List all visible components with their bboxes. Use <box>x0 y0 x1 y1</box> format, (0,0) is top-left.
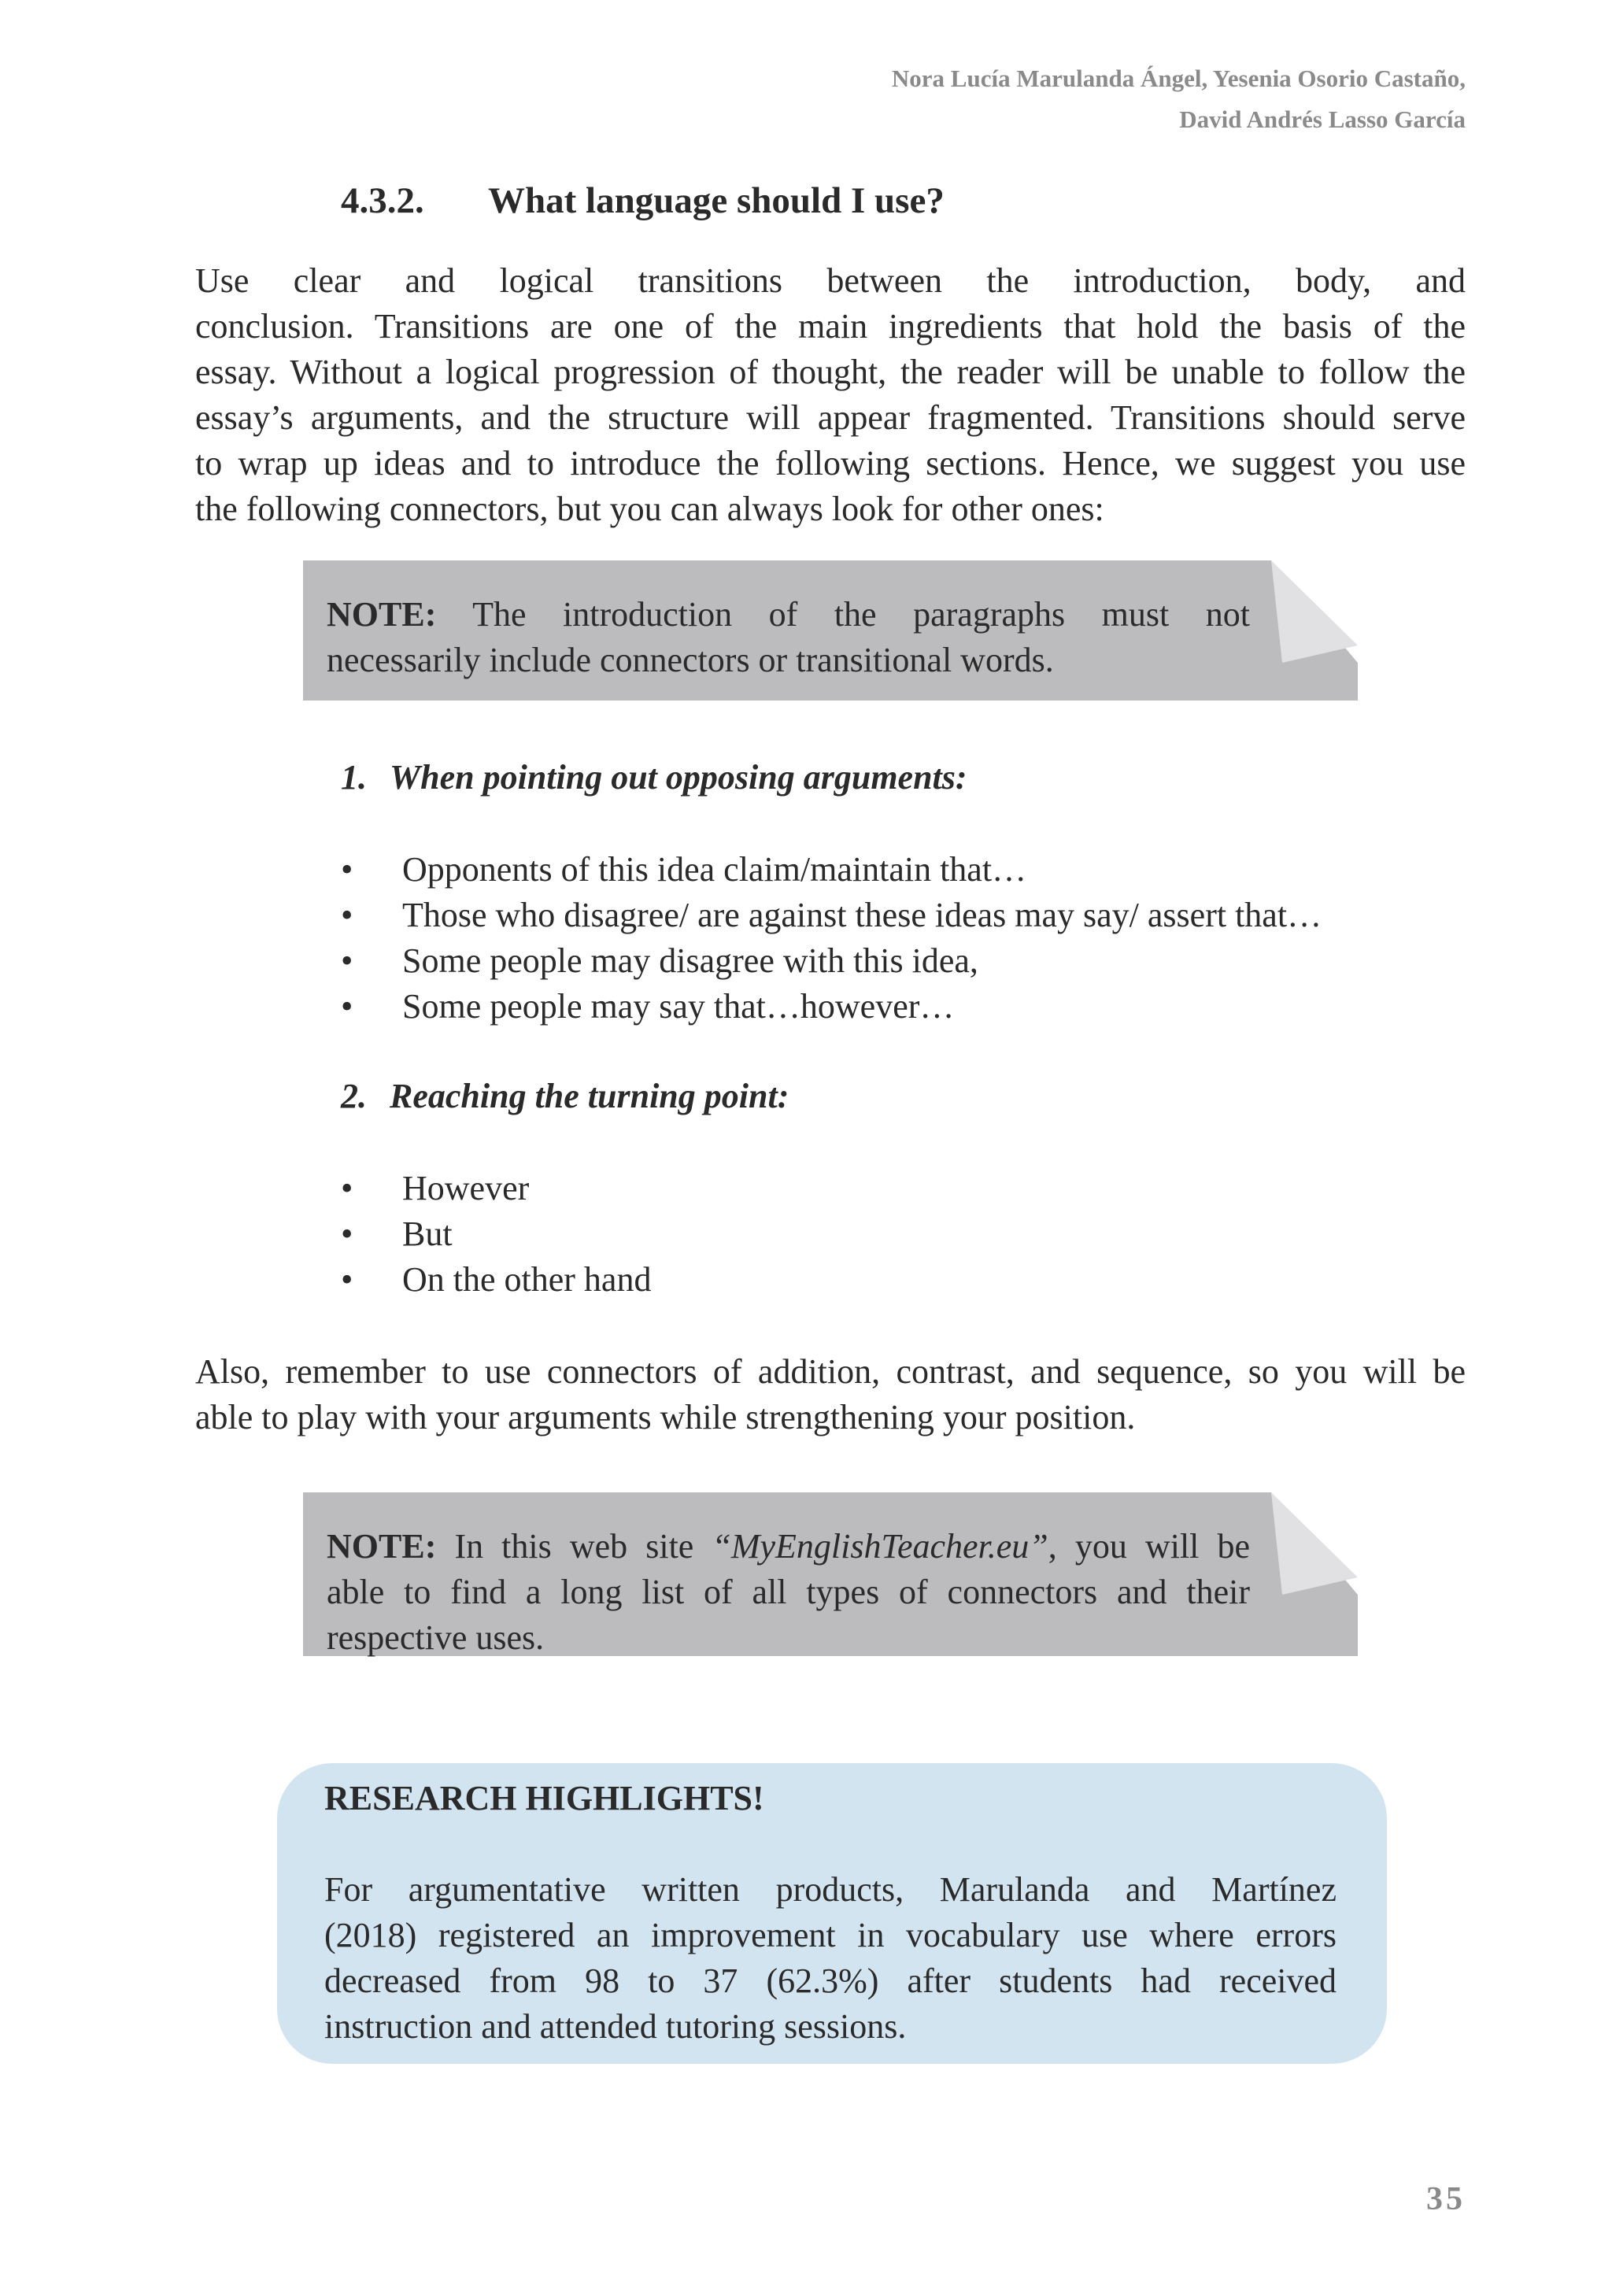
bullet-list-2 <box>341 1166 651 1303</box>
bullet-icon: • <box>341 987 353 1026</box>
list-item <box>341 1211 651 1257</box>
bullet-icon: • <box>341 1215 353 1253</box>
list-item-text: However <box>402 1169 530 1207</box>
running-header <box>892 58 1466 140</box>
note-text: , you will be <box>1048 1527 1250 1566</box>
text-line: conclusion. Transitions are one of the main ingredients that hold the basis of the <box>195 307 1466 346</box>
bullet-icon: • <box>341 1169 353 1207</box>
list-item <box>341 984 1322 1030</box>
note-label: NOTE: <box>327 595 437 634</box>
highlights-line: decreased from 98 to 37 (62.3%) after students had received <box>324 1961 1337 2000</box>
list-heading-text: Reaching the turning point: <box>390 1077 789 1115</box>
header-authors-line2: David Andrés Lasso García <box>1179 105 1466 133</box>
note-line: necessarily include connectors or transitional words. <box>327 641 1054 679</box>
list-heading-2 <box>341 1076 789 1116</box>
list-item-text: On the other hand <box>402 1260 652 1299</box>
header-authors-line1: Nora Lucía Marulanda Ángel, Yesenia Osorio Castaño, <box>891 65 1466 92</box>
bullet-list-1 <box>341 847 1322 1030</box>
text-line: essay. Without a logical progression of thought, the reader will be unable to follow the <box>195 353 1466 391</box>
list-number: 2. <box>341 1077 367 1115</box>
list-item <box>341 893 1322 938</box>
bullet-icon: • <box>341 1260 353 1299</box>
note-line <box>327 1524 1250 1569</box>
section-title: What language should I use? <box>488 180 945 221</box>
page-number: 35 <box>1426 2181 1466 2217</box>
text-line: the following connectors, but you can always look for other ones: <box>195 490 1104 528</box>
list-item <box>341 847 1322 893</box>
section-number: 4.3.2. <box>341 180 424 221</box>
list-number: 1. <box>341 758 367 797</box>
text-line: to wrap up ideas and to introduce the following sections. Hence, we suggest you use <box>195 444 1466 482</box>
list-item-text: But <box>402 1215 453 1253</box>
list-item <box>341 1257 651 1303</box>
page-fold-icon <box>1271 1492 1358 1595</box>
bullet-icon: • <box>341 850 353 889</box>
note-line: able to find a long list of all types of connectors and their <box>327 1573 1250 1611</box>
highlights-title: RESEARCH HIGHLIGHTS! <box>324 1779 764 1817</box>
text-line: Use clear and logical transitions between the introduction, body, and <box>195 261 1466 300</box>
list-item <box>341 938 1322 984</box>
note-box-1 <box>303 560 1358 701</box>
bullet-icon: • <box>341 941 353 980</box>
list-item-text: Those who disagree/ are against these ideas may say/ assert that… <box>402 896 1322 934</box>
note-line <box>327 592 1250 638</box>
section-heading <box>341 179 945 222</box>
note-text: The introduction of the paragraphs must not <box>472 595 1250 634</box>
note-box-2 <box>303 1492 1358 1656</box>
text-line: able to play with your arguments while strengthening your position. <box>195 1398 1136 1436</box>
highlights-line: For argumentative written products, Marulanda and Martínez <box>324 1870 1337 1909</box>
note-text: In this web site <box>454 1527 712 1566</box>
list-item <box>341 1166 651 1211</box>
list-item-text: Opponents of this idea claim/maintain that… <box>402 850 1027 889</box>
highlights-line: instruction and attended tutoring sessions. <box>324 2007 907 2046</box>
list-heading-1 <box>341 757 967 797</box>
closing-paragraph <box>195 1349 1466 1440</box>
list-heading-text: When pointing out opposing arguments: <box>390 758 967 797</box>
list-item-text: Some people may disagree with this idea, <box>402 941 978 980</box>
intro-paragraph <box>195 258 1466 532</box>
text-line: essay’s arguments, and the structure will appear fragmented. Transitions should serve <box>195 398 1466 437</box>
highlights-line: (2018) registered an improvement in vocabulary use where errors <box>324 1916 1337 1954</box>
page-fold-icon <box>1271 560 1358 663</box>
note-label: NOTE: <box>327 1527 437 1566</box>
bullet-icon: • <box>341 896 353 934</box>
list-item-text: Some people may say that…however… <box>402 987 955 1026</box>
research-highlights-box <box>277 1763 1387 2064</box>
note-line: respective uses. <box>327 1618 545 1657</box>
text-line: Also, remember to use connectors of addition, contrast, and sequence, so you will be <box>195 1352 1466 1391</box>
site-name: “MyEnglishTeacher.eu” <box>712 1527 1048 1566</box>
